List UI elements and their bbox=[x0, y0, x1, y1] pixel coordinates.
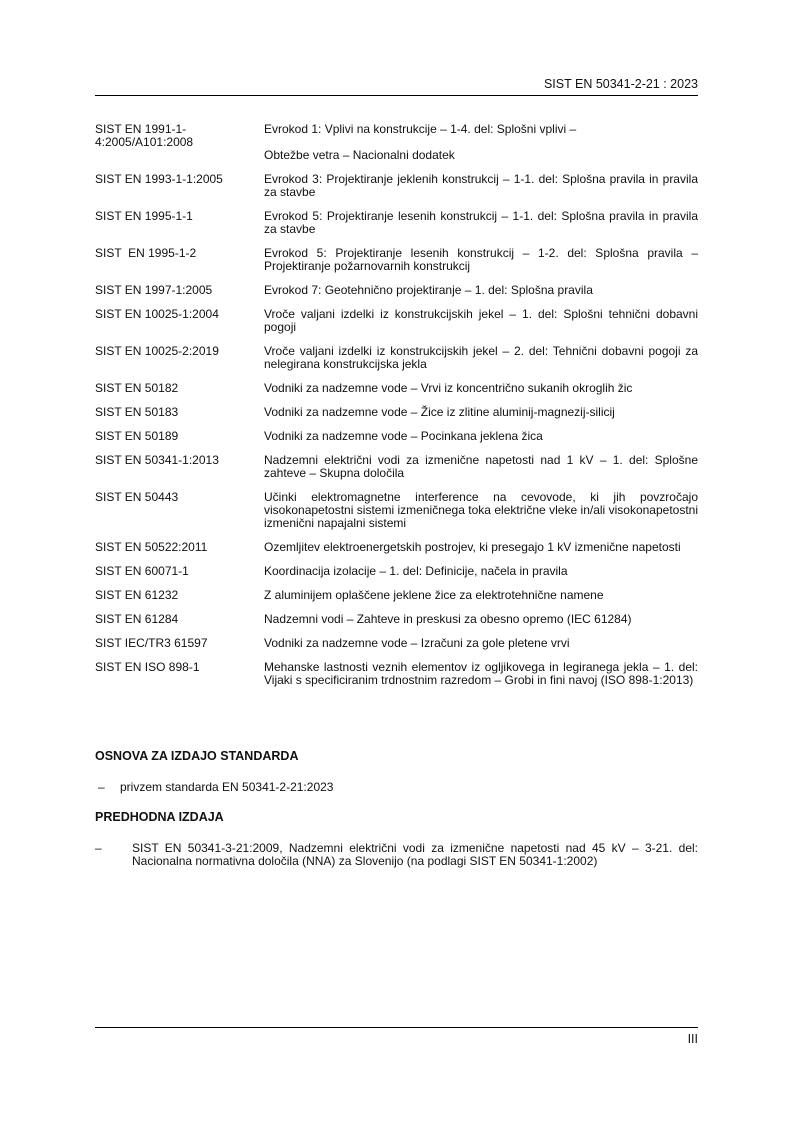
reference-code: SIST EN 1995-1-2 bbox=[95, 246, 197, 260]
basis-heading: OSNOVA ZA IZDAJO STANDARDA bbox=[95, 749, 299, 763]
page-number: III bbox=[687, 1032, 698, 1046]
reference-title: Z aluminijem oplaščene jeklene žice za elektrotehnične namene bbox=[264, 588, 604, 602]
reference-entry bbox=[95, 430, 698, 443]
header-divider bbox=[95, 95, 698, 96]
dash-bullet: – bbox=[98, 780, 105, 794]
previous-editions-item-text: SIST EN 50341-3-21:2009, Nadzemni električni vodi za izmenične napetosti nad 45 kV – 3-21. del: Nacionalna normativna določila (NNA) za Slovenijo (na podlagi SIST EN 50341-1:2002) bbox=[132, 841, 698, 868]
reference-code: SIST EN 60071-1 bbox=[95, 564, 189, 578]
basis-item-text: privzem standarda EN 50341-2-21:2023 bbox=[120, 780, 334, 794]
reference-title: Evrokod 5: Projektiranje lesenih konstrukcij – 1-1. del: Splošna pravila in pravila za stavbe bbox=[264, 209, 698, 236]
reference-title: Nadzemni vodi – Zahteve in preskusi za obesno opremo (IEC 61284) bbox=[264, 612, 632, 626]
reference-title: Evrokod 3: Projektiranje jeklenih konstrukcij – 1-1. del: Splošna pravila in pravila za stavbe bbox=[264, 172, 698, 199]
normative-references-list bbox=[95, 123, 698, 698]
previous-editions-section bbox=[95, 811, 698, 868]
reference-entry bbox=[95, 613, 698, 626]
previous-editions-item bbox=[95, 842, 698, 868]
reference-title: Vodniki za nadzemne vode – Pocinkana jeklena žica bbox=[264, 429, 543, 443]
reference-title: Koordinacija izolacije – 1. del: Definicije, načela in pravila bbox=[264, 564, 568, 578]
reference-entry bbox=[95, 637, 698, 650]
reference-code: SIST IEC/TR3 61597 bbox=[95, 636, 208, 650]
reference-title: Vodniki za nadzemne vode – Žice iz zlitine aluminij-magnezij-silicij bbox=[264, 405, 615, 419]
reference-title: Učinki elektromagnetne interference na cevovode, ki jih povzročajo visokonapetostni sistemi izmeničnega toka električne vleke in/ali visokonapetostni izmenični napajalni sistemi bbox=[264, 490, 698, 530]
reference-entry bbox=[95, 589, 698, 602]
reference-code: SIST EN 50341-1:2013 bbox=[95, 453, 219, 467]
reference-entry bbox=[95, 284, 698, 297]
reference-title: Vroče valjani izdelki iz konstrukcijskih jekel – 1. del: Splošni tehnični dobavni pogoji bbox=[264, 307, 698, 334]
reference-entry bbox=[95, 308, 698, 334]
reference-entry bbox=[95, 491, 698, 530]
reference-code: SIST EN 50182 bbox=[95, 381, 179, 395]
reference-entry bbox=[95, 454, 698, 480]
reference-code: SIST EN 1991-1-4:2005/A101:2008 bbox=[95, 122, 194, 149]
reference-entry bbox=[95, 247, 698, 273]
reference-entry bbox=[95, 173, 698, 199]
dash-bullet: – bbox=[95, 841, 102, 855]
reference-title: Vroče valjani izdelki iz konstrukcijskih jekel – 2. del: Tehnični dobavni pogoji za nelegirana konstrukcijska jekla bbox=[264, 344, 698, 371]
reference-code: SIST EN ISO 898-1 bbox=[95, 660, 200, 674]
previous-editions-heading: PREDHODNA IZDAJA bbox=[95, 810, 224, 824]
reference-code: SIST EN 10025-2:2019 bbox=[95, 344, 219, 358]
reference-code: SIST EN 50522:2011 bbox=[95, 540, 208, 554]
reference-title: Ozemljitev elektroenergetskih postrojev, ki presegajo 1 kV izmenične napetosti bbox=[264, 540, 681, 554]
reference-code: SIST EN 1995-1-1 bbox=[95, 209, 193, 223]
reference-entry bbox=[95, 541, 698, 554]
reference-title: Nadzemni električni vodi za izmenične napetosti nad 1 kV – 1. del: Splošne zahteve – Skupna določila bbox=[264, 453, 698, 480]
basis-section bbox=[95, 750, 698, 794]
reference-entry bbox=[95, 565, 698, 578]
reference-code: SIST EN 61284 bbox=[95, 612, 179, 626]
reference-entry bbox=[95, 345, 698, 371]
reference-title: Vodniki za nadzemne vode – Vrvi iz koncentrično sukanih okroglih žic bbox=[264, 381, 633, 395]
reference-entry bbox=[95, 382, 698, 395]
reference-entry bbox=[95, 123, 698, 162]
reference-entry bbox=[95, 406, 698, 419]
reference-title-line: Obtežbe vetra – Nacionalni dodatek bbox=[264, 148, 455, 162]
reference-code: SIST EN 50189 bbox=[95, 429, 179, 443]
basis-list-item bbox=[95, 781, 698, 794]
footer-divider bbox=[95, 1027, 698, 1028]
reference-code: SIST EN 10025-1:2004 bbox=[95, 307, 219, 321]
running-header: SIST EN 50341-2-21 : 2023 bbox=[543, 77, 698, 91]
reference-title: Vodniki za nadzemne vode – Izračuni za gole pletene vrvi bbox=[264, 636, 570, 650]
reference-title: Evrokod 5: Projektiranje lesenih konstrukcij – 1-2. del: Splošna pravila – Projektiranje požarnovarnih konstrukcij bbox=[264, 246, 698, 273]
reference-entry bbox=[95, 661, 698, 687]
reference-title: Evrokod 7: Geotehnično projektiranje – 1. del: Splošna pravila bbox=[264, 283, 593, 297]
reference-entry bbox=[95, 210, 698, 236]
reference-code: SIST EN 61232 bbox=[95, 588, 179, 602]
reference-code: SIST EN 50183 bbox=[95, 405, 179, 419]
reference-code: SIST EN 1997-1:2005 bbox=[95, 283, 213, 297]
reference-title-line: Evrokod 1: Vplivi na konstrukcije – 1-4. del: Splošni vplivi – bbox=[264, 122, 577, 136]
reference-code: SIST EN 50443 bbox=[95, 490, 179, 504]
reference-code: SIST EN 1993-1-1:2005 bbox=[95, 172, 223, 186]
reference-title: Mehanske lastnosti veznih elementov iz ogljikovega in legiranega jekla – 1. del: Vijaki s specificiranim trdnostnim razredom – Grobi in fini navoj (ISO 898-1:2013) bbox=[264, 660, 698, 687]
